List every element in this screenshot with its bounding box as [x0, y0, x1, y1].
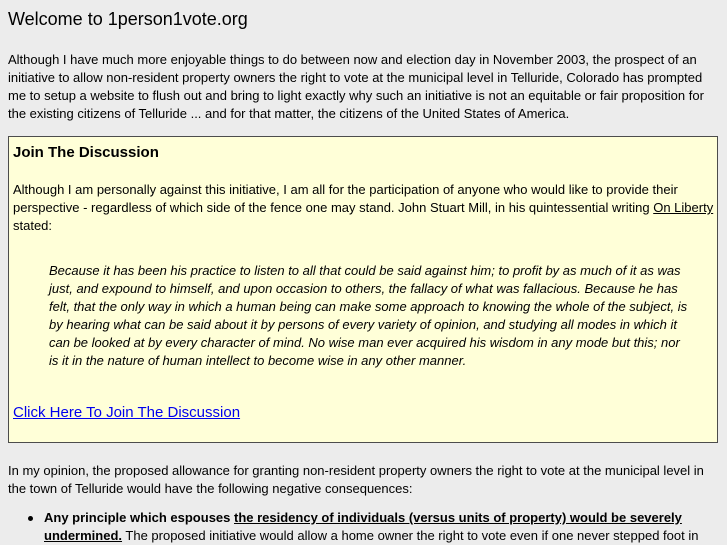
page-title: Welcome to 1person1vote.org: [8, 9, 248, 29]
consequences-intro: In my opinion, the proposed allowance for granting non-resident property owners the right to vote at the municipal level in the town of Telluride would have the following negative consequences:: [8, 463, 704, 496]
consequences-list: [8, 509, 720, 545]
bullet-icon: [28, 516, 33, 521]
discussion-text-before: Although I am personally against this initiative, I am all for the participation of anyone who would like to provide their perspective - regardless of which side of the fence one may stand. John Stuart Mill, in his quintessential writing: [13, 182, 678, 215]
join-discussion-link[interactable]: Click Here To Join The Discussion: [13, 404, 241, 421]
mill-quote: Because it has been his practice to listen to all that could be said against him; to profit by as much of it as was just, and expound to himself, and upon occasion to others, the fallacy of what was fallacious. Because he has felt, that the only way in which a human being can make some approach to knowing the whole of the subject, is by hearing what can be said about it by persons of every variety of opinion, and studying all modes in which it can be looked at by every character of mind. No wise man ever acquired his wisdom in any mode but this; nor is it in the nature of human intellect to become wise in any other manner.: [49, 263, 688, 368]
discussion-paragraph: [13, 181, 715, 235]
list-item-emphasis: the residency of individuals (versus units of property) would be severely undermined.: [44, 510, 682, 543]
list-item-lead: Any principle which espouses: [44, 510, 234, 525]
list-item-text: The proposed initiative would allow a home owner the right to vote even if one never stepped foot in: [122, 528, 699, 543]
on-liberty-link[interactable]: On Liberty: [653, 200, 714, 215]
list-item: [8, 509, 720, 545]
discussion-box: [8, 136, 718, 443]
intro-paragraph: Although I have much more enjoyable things to do between now and election day in November 2003, the prospect of an initiative to allow non-resident property owners the right to vote at the municipal level in Telluride, Colorado has prompted me to setup a website to flush out and bring to light exactly why such an initiative is not an equitable or fair proposition for the existing citizens of Telluride ... and for that matter, the citizens of the United States of America.: [8, 52, 704, 121]
discussion-heading: Join The Discussion: [13, 144, 159, 161]
discussion-text-after: stated:: [13, 218, 53, 233]
